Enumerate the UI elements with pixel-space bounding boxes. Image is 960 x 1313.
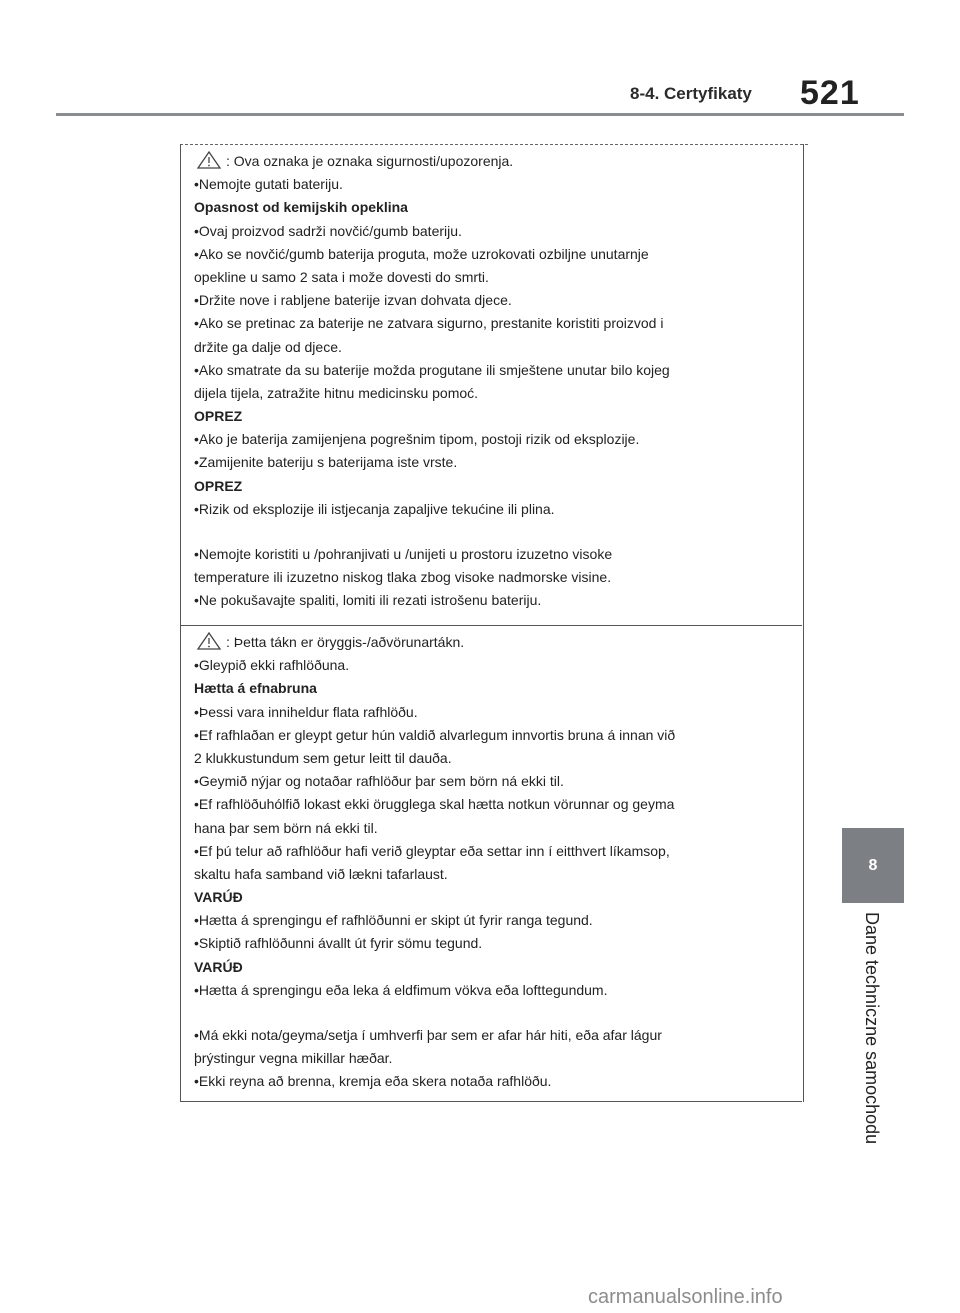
- text-line: •Má ekki nota/geyma/setja í umhverfi þar sem er afar hár hiti, eða afar lágur: [194, 1027, 662, 1043]
- section-heading: VARÚÐ: [194, 958, 243, 975]
- chapter-tab[interactable]: 8: [842, 828, 904, 903]
- page-number: 521: [800, 74, 860, 112]
- text-line: •Ako se novčić/gumb baterija proguta, može uzrokovati ozbiljne unutarnje: [194, 245, 649, 262]
- text-line: •Ako se pretinac za baterije ne zatvara sigurno, prestanite koristiti proizvod i: [194, 315, 664, 332]
- text-line: •Hætta á sprengingu eða leka á eldfimum vökva eða lofttegundum.: [194, 981, 608, 998]
- text-line: •Ako je baterija zamijenjena pogrešnim tipom, postoji rizik od eksplozije.: [194, 431, 640, 448]
- text-line: •Ef þú telur að rafhlöður hafi verið gleyptar eða settar inn í eitthvert líkamsop,: [194, 842, 670, 859]
- warning-triangle-icon: [196, 151, 222, 169]
- section-heading: OPREZ: [194, 477, 243, 494]
- section-heading: Opasnost od kemijskih opeklina: [194, 199, 408, 216]
- icelandic-lines: [194, 654, 794, 1093]
- text-line: •Ne pokušavajte spaliti, lomiti ili rezati istrošenu bateriju.: [194, 592, 542, 609]
- text-line: •Držite nove i rabljene baterije izvan dohvata djece.: [194, 292, 512, 309]
- text-line: •Gleypið ekki rafhlöðuna.: [194, 657, 350, 674]
- header-divider: [56, 113, 904, 116]
- text-line: •Þessi vara inniheldur flata rafhlöðu.: [194, 703, 418, 720]
- text-line: •Hætta á sprengingu ef rafhlöðunni er skipt út fyrir ranga tegund.: [194, 912, 593, 929]
- text-line: 2 klukkustundum sem getur leitt til dauða.: [194, 749, 452, 766]
- text-line: •Ef rafhlöðuhólfið lokast ekki örugglega skal hætta notkun vörunnar og geyma: [194, 796, 675, 813]
- section-title: 8-4. Certyfikaty: [630, 84, 752, 103]
- spacer: [194, 521, 794, 543]
- box-divider: [180, 625, 802, 626]
- text-line: •Nemojte gutati bateriju.: [194, 176, 343, 193]
- text-line: držite ga dalje od djece.: [194, 338, 342, 355]
- text-line: temperature ili izuzetno niskog tlaka zbog visoke nadmorske visine.: [194, 569, 612, 586]
- icelandic-warning-block: [194, 631, 794, 1094]
- text-line: opekline u samo 2 sata i može dovesti do smrti.: [194, 268, 489, 285]
- text-line: •Geymið nýjar og notaðar rafhlöður þar sem börn ná ekki til.: [194, 773, 564, 790]
- chapter-label: Dane techniczne samochodu: [862, 912, 882, 1145]
- croatian-warning-block: [194, 150, 794, 613]
- croatian-lines: [194, 173, 794, 612]
- section-heading: OPREZ: [194, 408, 243, 425]
- warning-symbol-line: [194, 631, 794, 654]
- text-line: •Nemojte koristiti u /pohranjivati u /unijeti u prostoru izuzetno visoke: [194, 546, 613, 562]
- warning-symbol-text: : Þetta tákn er öryggis-/aðvörunartákn.: [226, 634, 465, 650]
- warning-symbol-line: [194, 150, 794, 173]
- section-heading: VARÚÐ: [194, 889, 243, 906]
- section-heading: Hætta á efnabruna: [194, 680, 317, 697]
- warning-symbol-text: : Ova oznaka je oznaka sigurnosti/upozorenja.: [226, 153, 514, 169]
- watermark: carmanualsonline.info: [588, 1286, 783, 1308]
- text-line: •Ef rafhlaðan er gleypt getur hún valdið alvarlegum innvortis bruna á innan við: [194, 726, 676, 743]
- text-line: hana þar sem börn ná ekki til.: [194, 819, 378, 836]
- text-line: •Skiptið rafhlöðunni ávallt út fyrir sömu tegund.: [194, 935, 483, 952]
- text-line: •Ovaj proizvod sadrži novčić/gumb bateriju.: [194, 222, 462, 239]
- text-line: skaltu hafa samband við lækni tafarlaust.: [194, 865, 448, 882]
- spacer: [194, 1002, 794, 1024]
- text-line: •Rizik od eksplozije ili istjecanja zapaljive tekućine ili plina.: [194, 500, 555, 517]
- warning-triangle-icon: [196, 632, 222, 650]
- box-bottom-border: [180, 1101, 802, 1102]
- text-line: •Zamijenite bateriju s baterijama iste vrste.: [194, 454, 458, 471]
- text-line: •Ako smatrate da su baterije možda progutane ili smještene unutar bilo kojeg: [194, 361, 670, 378]
- text-line: •Ekki reyna að brenna, kremja eða skera notaða rafhlöðu.: [194, 1073, 552, 1090]
- text-line: þrýstingur vegna mikillar hæðar.: [194, 1050, 393, 1067]
- text-line: dijela tijela, zatražite hitnu medicinsku pomoć.: [194, 384, 479, 401]
